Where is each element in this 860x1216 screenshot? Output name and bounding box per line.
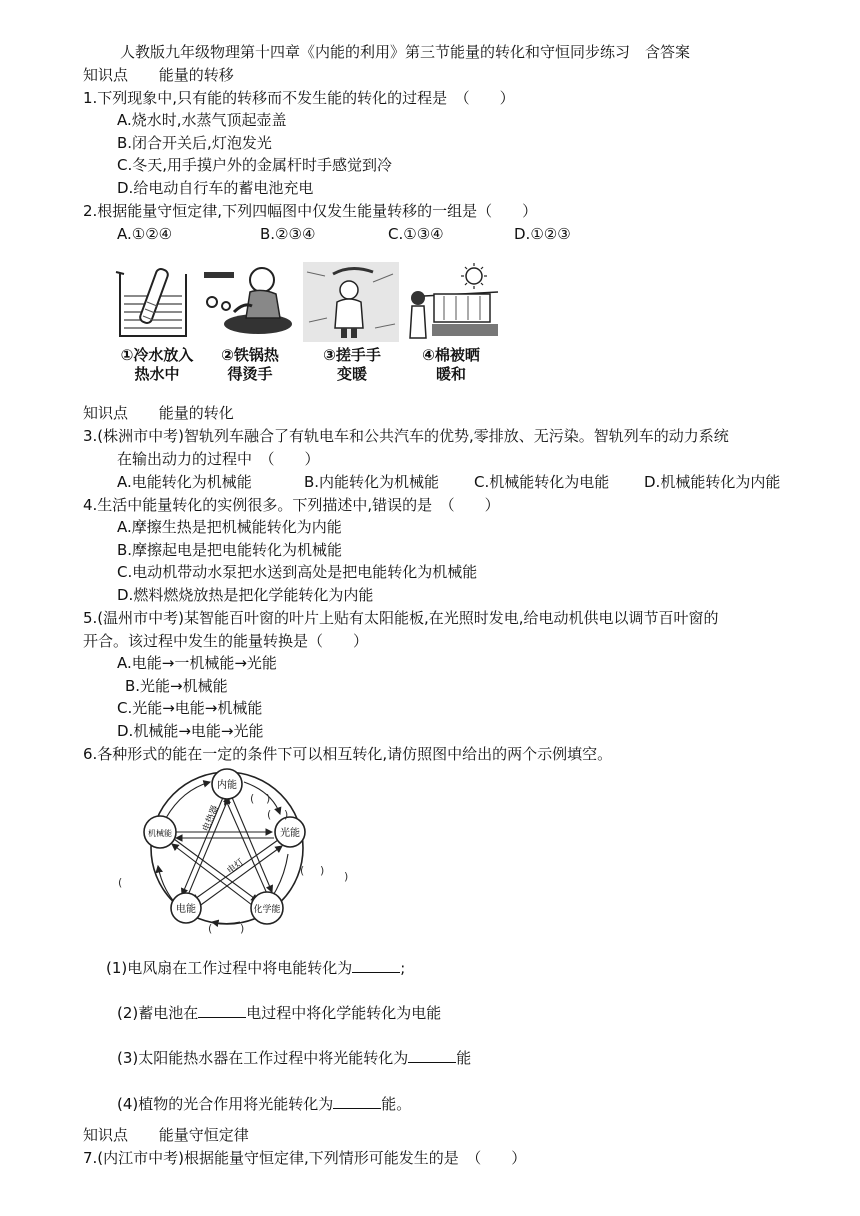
example-label-heater: 电热器 <box>201 804 221 834</box>
question-3-stem-line1: 3.(株洲市中考)智轨列车融合了有轨电车和公共汽车的优势,零排放、无污染。智轨列车的动力系统 <box>83 427 729 445</box>
caption-4-line1: ④棉被晒 <box>422 346 480 364</box>
beaker-illustration <box>112 262 197 342</box>
caption-3-line1: ③搓手手 <box>323 346 381 364</box>
svg-text:(: ( <box>118 876 123 889</box>
q2-option-d: D.①②③ <box>514 225 571 243</box>
q3-option-a: A.电能转化为机械能 <box>117 473 252 491</box>
q4-option-d: D.燃料燃烧放热是把化学能转化为内能 <box>117 586 374 604</box>
q2-option-a: A.①②④ <box>117 225 173 243</box>
caption-4 <box>404 346 498 384</box>
question-5-stem-line1: 5.(温州市中考)某智能百叶窗的叶片上贴有太阳能板,在光照时发电,给电动机供电以调节百叶窗的 <box>83 609 719 627</box>
section-tag: 知识点 <box>83 66 129 84</box>
answer-blank-2[interactable] <box>198 1001 246 1018</box>
svg-text:): ) <box>284 808 289 821</box>
q6-part-3-tail: 能 <box>456 1049 472 1067</box>
question-4-stem: 4.生活中能量转化的实例很多。下列描述中,错误的是 （ ） <box>83 496 500 514</box>
page-title: 人教版九年级物理第十四章《内能的利用》第三节能量的转化和守恒同步练习 含答案 <box>120 43 691 61</box>
svg-text:): ) <box>266 792 271 805</box>
caption-2-line1: ②铁锅热 <box>221 346 279 364</box>
svg-text:): ) <box>344 870 349 883</box>
q2-option-b: B.②③④ <box>260 225 316 243</box>
q4-option-a: A.摩擦生热是把机械能转化为内能 <box>117 518 342 536</box>
question-3-stem-line2: 在输出动力的过程中 （ ） <box>117 450 320 468</box>
q5-option-b: B.光能→机械能 <box>125 677 228 695</box>
q6-part-3-text: (3)太阳能热水器在工作过程中将光能转化为 <box>117 1049 409 1067</box>
q6-part-4 <box>117 1092 411 1114</box>
caption-3 <box>305 346 399 384</box>
energy-conversion-diagram <box>112 762 362 937</box>
answer-blank-1[interactable] <box>352 956 400 973</box>
caption-2 <box>200 346 300 384</box>
question-1-stem: 1.下列现象中,只有能的转移而不发生能的转化的过程是 （ ） <box>83 89 515 107</box>
svg-text:): ) <box>240 922 245 935</box>
question-6-stem: 6.各种形式的能在一定的条件下可以相互转化,请仿照图中给出的两个示例填空。 <box>83 745 613 763</box>
section-name: 能量的转化 <box>158 404 234 422</box>
caption-2-line2: 得烫手 <box>227 365 273 383</box>
svg-text:): ) <box>320 864 325 877</box>
section-tag: 知识点 <box>83 404 129 422</box>
q3-option-b: B.内能转化为机械能 <box>304 473 440 491</box>
q6-part-3 <box>117 1046 471 1068</box>
q4-option-b: B.摩擦起电是把电能转化为机械能 <box>117 541 343 559</box>
example-label-lamp: 电灯 <box>225 857 247 877</box>
q1-option-d: D.给电动自行车的蓄电池充电 <box>117 179 314 197</box>
svg-text:(: ( <box>300 864 305 877</box>
section-heading-transfer <box>83 65 234 85</box>
section-name: 能量守恒定律 <box>158 1126 249 1144</box>
caption-4-line2: 暖和 <box>435 365 466 383</box>
iron-pot-illustration <box>200 262 300 342</box>
question-7-stem: 7.(内江市中考)根据能量守恒定律,下列情形可能发生的是 （ ） <box>83 1149 527 1167</box>
rub-hands-illustration <box>303 262 399 342</box>
question-2-stem: 2.根据能量守恒定律,下列四幅图中仅发生能量转移的一组是（ ） <box>83 202 538 220</box>
q6-part-4-tail: 能。 <box>381 1095 412 1113</box>
caption-1 <box>112 346 202 384</box>
q6-part-2-tail: 电过程中将化学能转化为电能 <box>246 1004 442 1022</box>
section-name: 能量的转移 <box>158 66 234 84</box>
svg-text:(: ( <box>267 808 272 821</box>
section-heading-conversion <box>83 403 234 423</box>
q6-part-4-text: (4)植物的光合作用将光能转化为 <box>117 1095 334 1113</box>
question-5-stem-line2: 开合。该过程中发生的能量转换是（ ） <box>83 632 369 650</box>
q5-option-c: C.光能→电能→机械能 <box>117 699 263 717</box>
node-mechanical-energy: 机械能 <box>148 829 172 838</box>
section-heading-conservation <box>83 1125 249 1145</box>
quilt-sun-illustration <box>404 262 500 342</box>
svg-text:(: ( <box>208 922 213 935</box>
svg-text:(: ( <box>250 792 255 805</box>
caption-1-line1: ①冷水放入 <box>120 346 194 364</box>
answer-blank-3[interactable] <box>408 1046 456 1063</box>
q1-option-c: C.冬天,用手摸户外的金属杆时手感觉到冷 <box>117 156 393 174</box>
q6-part-1-tail: ; <box>400 959 406 977</box>
answer-blank-4[interactable] <box>333 1092 381 1109</box>
q6-part-1 <box>106 956 405 978</box>
node-electric-energy: 电能 <box>176 904 196 915</box>
q5-option-a: A.电能→一机械能→光能 <box>117 654 277 672</box>
q3-option-d: D.机械能转化为内能 <box>644 473 781 491</box>
section-tag: 知识点 <box>83 1126 129 1144</box>
caption-3-line2: 变暖 <box>336 365 367 383</box>
q5-option-d: D.机械能→电能→光能 <box>117 722 264 740</box>
q6-part-1-text: (1)电风扇在工作过程中将电能转化为 <box>106 959 353 977</box>
q6-part-2 <box>117 1001 441 1023</box>
q1-option-a: A.烧水时,水蒸气顶起壶盖 <box>117 111 287 129</box>
node-chemical-energy: 化学能 <box>253 905 281 915</box>
node-light-energy: 光能 <box>280 828 300 839</box>
q6-part-2-text: (2)蓄电池在 <box>117 1004 199 1022</box>
q3-option-c: C.机械能转化为电能 <box>474 473 610 491</box>
q1-option-b: B.闭合开关后,灯泡发光 <box>117 134 272 152</box>
caption-1-line2: 热水中 <box>134 365 180 383</box>
node-internal-energy: 内能 <box>217 780 237 791</box>
q4-option-c: C.电动机带动水泵把水送到高处是把电能转化为机械能 <box>117 563 478 581</box>
q2-option-c: C.①③④ <box>388 225 444 243</box>
